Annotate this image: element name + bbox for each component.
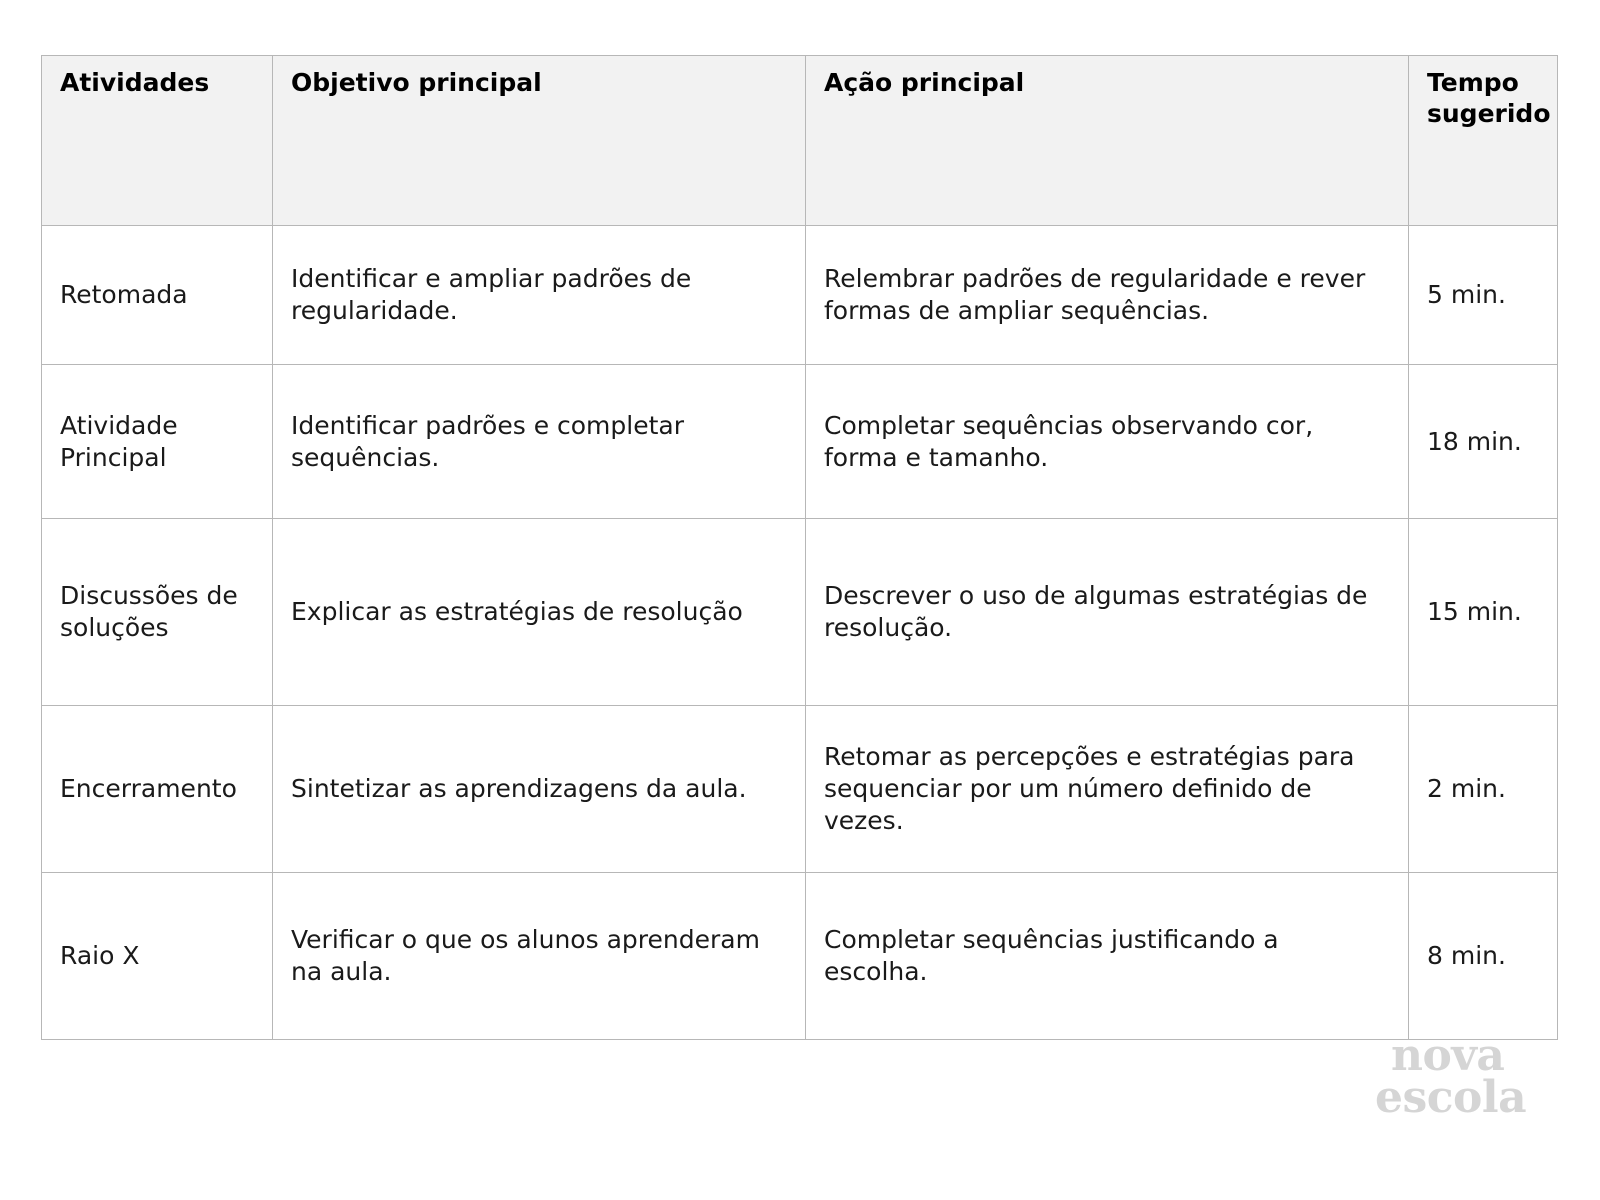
column-header-acao-principal: Ação principal — [806, 56, 1409, 226]
cell-acao: Completar sequências observando cor, forma e tamanho. — [806, 365, 1409, 519]
table-row — [42, 519, 1558, 706]
cell-acao: Completar sequências justificando a escolha. — [806, 873, 1409, 1040]
table-row — [42, 365, 1558, 519]
cell-objetivo: Explicar as estratégias de resolução — [273, 519, 806, 706]
table-row — [42, 873, 1558, 1040]
nova-escola-logo — [1375, 1030, 1555, 1124]
table-row — [42, 706, 1558, 873]
cell-objetivo: Sintetizar as aprendizagens da aula. — [273, 706, 806, 873]
cell-tempo: 2 min. — [1409, 706, 1558, 873]
cell-tempo: 8 min. — [1409, 873, 1558, 1040]
column-header-tempo-sugerido: Tempo sugerido — [1409, 56, 1558, 226]
cell-tempo: 5 min. — [1409, 226, 1558, 365]
table-body — [42, 226, 1558, 1040]
cell-tempo: 18 min. — [1409, 365, 1558, 519]
cell-objetivo: Verificar o que os alunos aprenderam na aula. — [273, 873, 806, 1040]
cell-atividade: Atividade Principal — [42, 365, 273, 519]
logo-line-escola: escola — [1375, 1072, 1527, 1124]
cell-atividade: Retomada — [42, 226, 273, 365]
cell-acao: Relembrar padrões de regularidade e rever formas de ampliar sequências. — [806, 226, 1409, 365]
column-header-objetivo-principal: Objetivo principal — [273, 56, 806, 226]
cell-atividade: Encerramento — [42, 706, 273, 873]
cell-atividade: Raio X — [42, 873, 273, 1040]
cell-atividade: Discussões de soluções — [42, 519, 273, 706]
cell-acao: Retomar as percepções e estratégias para sequenciar por um número definido de vezes. — [806, 706, 1409, 873]
table-header — [42, 56, 1558, 226]
cell-acao: Descrever o uso de algumas estratégias de resolução. — [806, 519, 1409, 706]
cell-objetivo: Identificar padrões e completar sequências. — [273, 365, 806, 519]
cell-tempo: 15 min. — [1409, 519, 1558, 706]
table-header-row — [42, 56, 1558, 226]
column-header-atividades: Atividades — [42, 56, 273, 226]
table-row — [42, 226, 1558, 365]
logo-line-nova: nova — [1391, 1030, 1505, 1081]
lesson-plan-table — [41, 55, 1558, 1040]
cell-objetivo: Identificar e ampliar padrões de regularidade. — [273, 226, 806, 365]
